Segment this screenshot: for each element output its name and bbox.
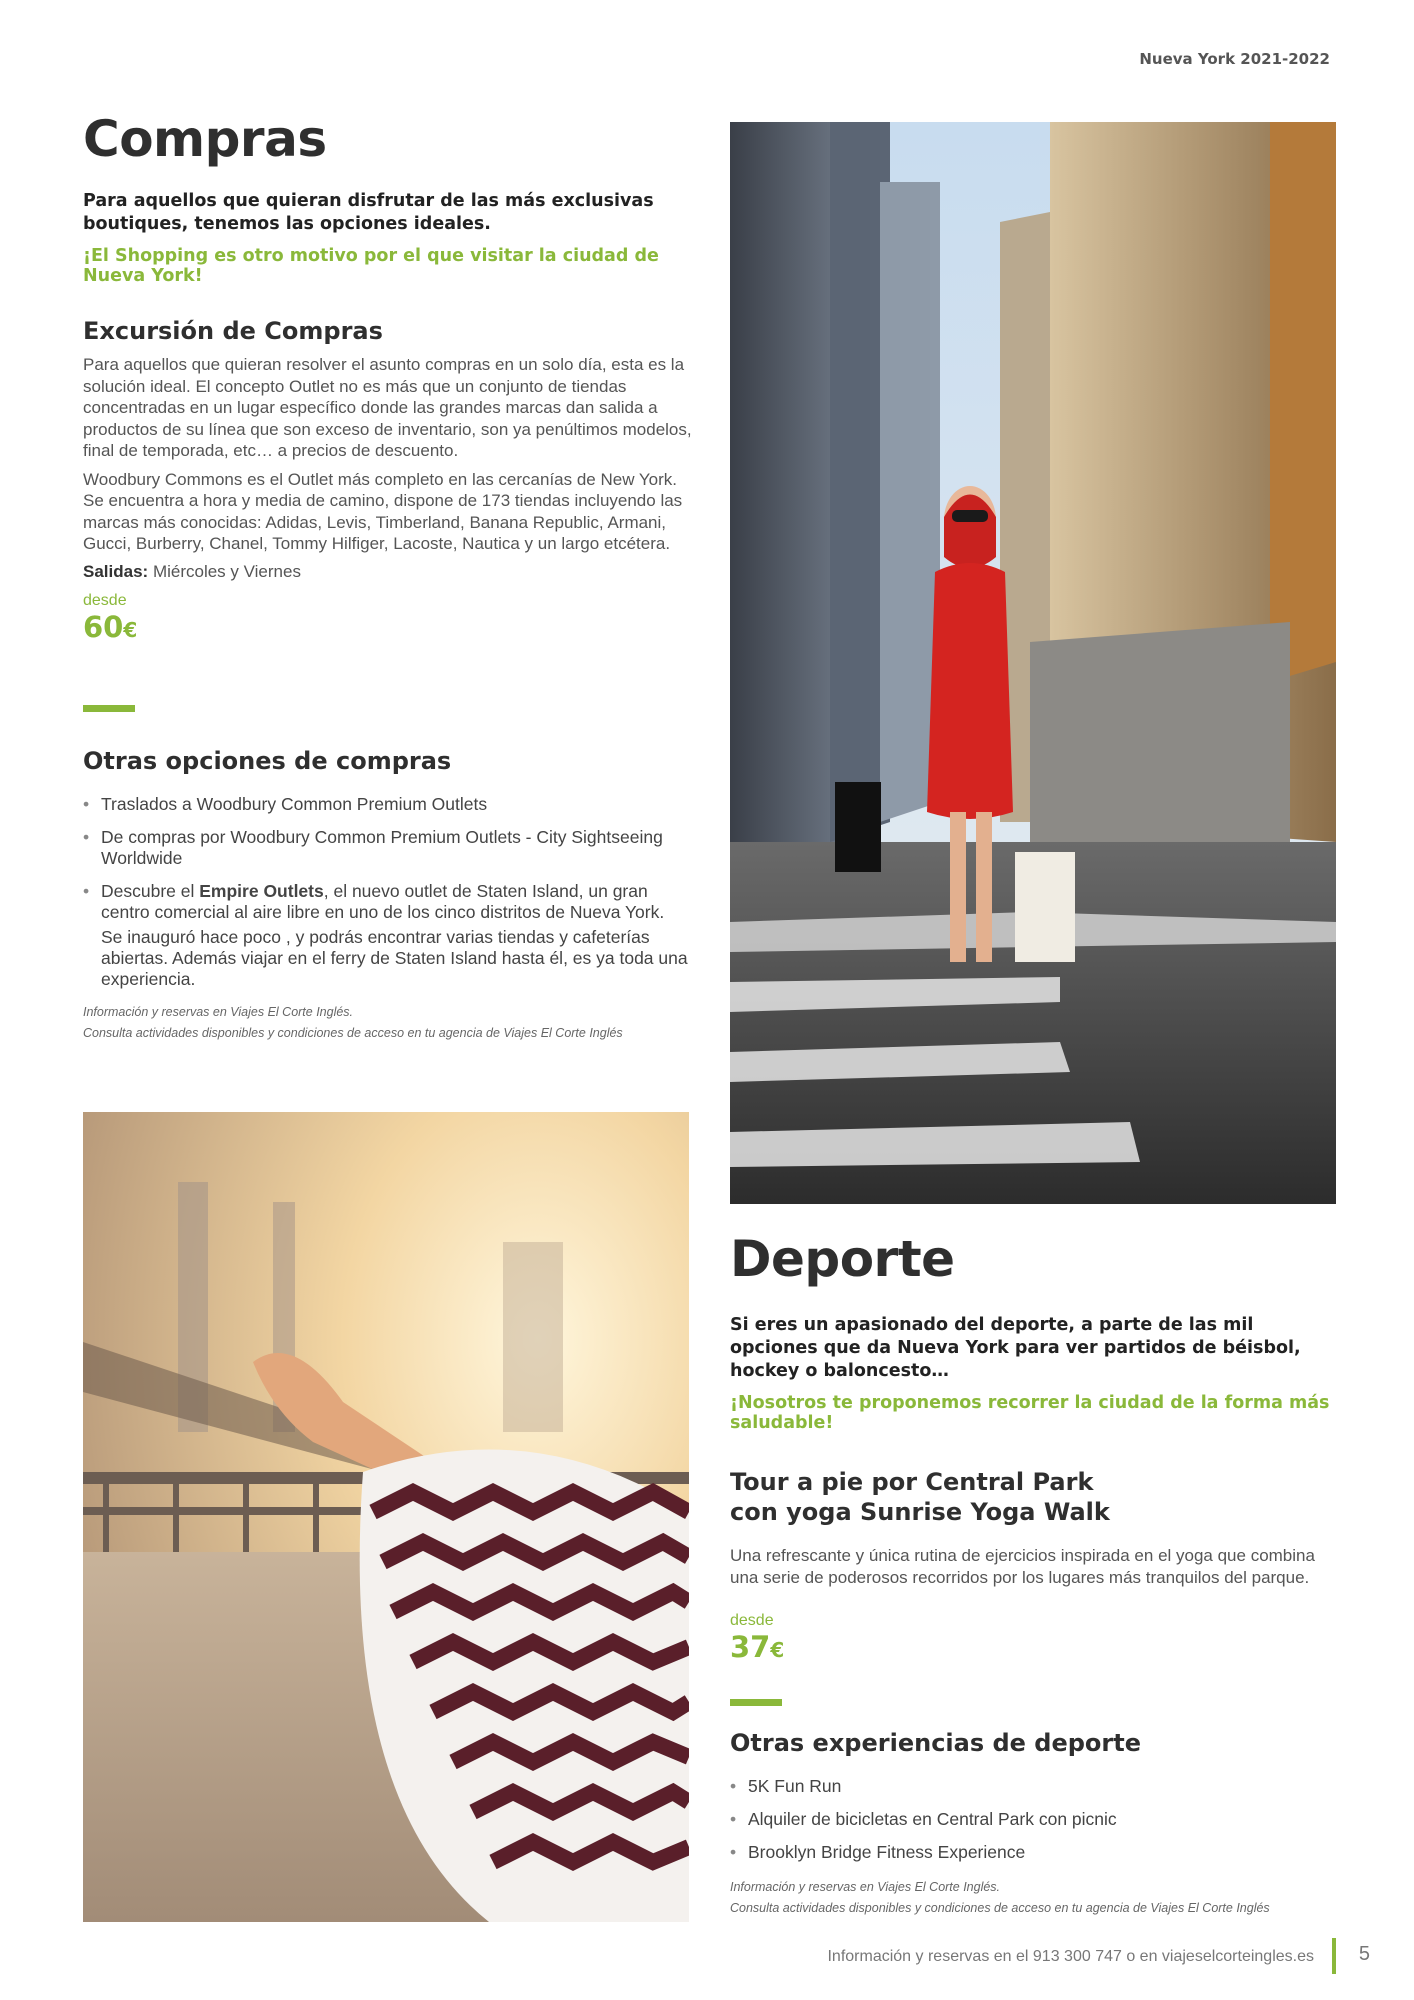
excursion-currency: € — [123, 617, 138, 642]
otras-deporte-list — [730, 1776, 1330, 1863]
tour-currency: € — [770, 1638, 785, 1662]
tour-price-value: 37 — [730, 1630, 771, 1664]
otras-compras-title: Otras opciones de compras — [83, 746, 452, 775]
list-item: • Alquiler de bicicletas en Central Park con picnic — [730, 1809, 1330, 1830]
list-item: • Brooklyn Bridge Fitness Experience — [730, 1842, 1330, 1863]
divider — [730, 1699, 782, 1706]
item3-post: , el nuevo outlet de Staten Island, un gran centro comercial al aire libre en uno de los cinco distritos de Nueva York. — [101, 880, 665, 922]
excursion-price — [83, 610, 693, 647]
item3-extra: Se inauguró hace poco , y podrás encontrar varias tiendas y cafeterías abiertas. Además viajar en el ferry de Staten Island hasta él, es ya toda una experiencia. — [101, 926, 688, 989]
excursion-paragraph-1: Para aquellos que quieran resolver el asunto compras en un solo día, esta es la solución ideal. El concepto Outlet no es más que un conjunto de tiendas concentradas en un lugar específico donde las grandes marcas dan salida a productos de su línea que son exceso de inventario, son ya penúltimos modelos, final de temporada, etc… a precios de descuento. — [83, 355, 692, 460]
yoga-photo-illustration — [83, 1112, 689, 1922]
compras-note-1: Información y reservas en Viajes El Corte Inglés. — [83, 1004, 354, 1019]
salidas-label: Salidas: — [83, 561, 149, 581]
tour-paragraph: Una refrescante y única rutina de ejercicios inspirada en el yoga que combina una serie de poderosos recorridos por los lugares más tranquilos del parque. — [730, 1546, 1315, 1587]
list-item: • De compras por Woodbury Common Premium Outlets - City Sightseeing Worldwide — [83, 827, 693, 869]
deporte-intro: Si eres un apasionado del deporte, a parte de las mil opciones que da Nueva York para ver partidos de béisbol, hockey o baloncesto… — [730, 1315, 1301, 1381]
header-tag: Nueva York 2021-2022 — [1139, 50, 1330, 68]
list-item — [83, 881, 693, 990]
list-item: • 5K Fun Run — [730, 1776, 1330, 1797]
tour-desde: desde — [730, 1612, 774, 1629]
footer-divider — [1332, 1938, 1336, 1974]
salidas-value: Miércoles y Viernes — [152, 561, 301, 581]
excursion-title: Excursión de Compras — [83, 317, 383, 345]
shopping-photo — [730, 122, 1336, 1204]
yoga-photo — [83, 1112, 689, 1922]
excursion-salidas — [83, 562, 693, 582]
otras-deporte-title: Otras experiencias de deporte — [730, 1729, 1141, 1757]
tour-title: Tour a pie por Central Park con yoga Sunrise Yoga Walk — [730, 1468, 1110, 1526]
compras-section — [83, 110, 693, 1044]
compras-intro: Para aquellos que quieran disfrutar de las más exclusivas boutiques, tenemos las opciones ideales. — [83, 191, 654, 234]
list-item: • Traslados a Woodbury Common Premium Outlets — [83, 794, 693, 815]
compras-title: Compras — [83, 110, 327, 168]
page-number: 5 — [1358, 1943, 1370, 1965]
otras-compras-list — [83, 794, 693, 990]
deporte-section — [730, 1230, 1330, 1919]
compras-tagline: ¡El Shopping es otro motivo por el que visitar la ciudad de Nueva York! — [83, 246, 659, 286]
deporte-title: Deporte — [730, 1230, 955, 1288]
excursion-desde: desde — [83, 591, 127, 609]
compras-note-2: Consulta actividades disponibles y condiciones de acceso en tu agencia de Viajes El Corte Inglés — [83, 1025, 623, 1040]
excursion-paragraph-2: Woodbury Commons es el Outlet más completo en las cercanías de New York. Se encuentra a hora y media de camino, dispone de 173 tiendas incluyendo las marcas más conocidas: Adidas, Levis, Timberland, Banana Republic, Armani, Gucci, Burberry, Chanel, Tommy Hilfiger, Lacoste, Nautica y un largo etcétera. — [83, 469, 683, 553]
deporte-tagline: ¡Nosotros te proponemos recorrer la ciudad de la forma más saludable! — [730, 1393, 1330, 1433]
shopping-photo-illustration — [730, 122, 1336, 1204]
footer-text: Información y reservas en el 913 300 747 o en viajeselcorteingles.es — [827, 1948, 1314, 1965]
item3-bold: Empire Outlets — [199, 880, 324, 901]
tour-price — [730, 1630, 1330, 1667]
excursion-price-value: 60 — [83, 609, 124, 644]
deporte-note-1: Información y reservas en Viajes El Corte Inglés. — [730, 1880, 1001, 1894]
deporte-note-2: Consulta actividades disponibles y condiciones de acceso en tu agencia de Viajes El Corte Inglés — [730, 1901, 1270, 1915]
divider — [83, 705, 135, 712]
item3-pre: Descubre el — [101, 880, 200, 901]
